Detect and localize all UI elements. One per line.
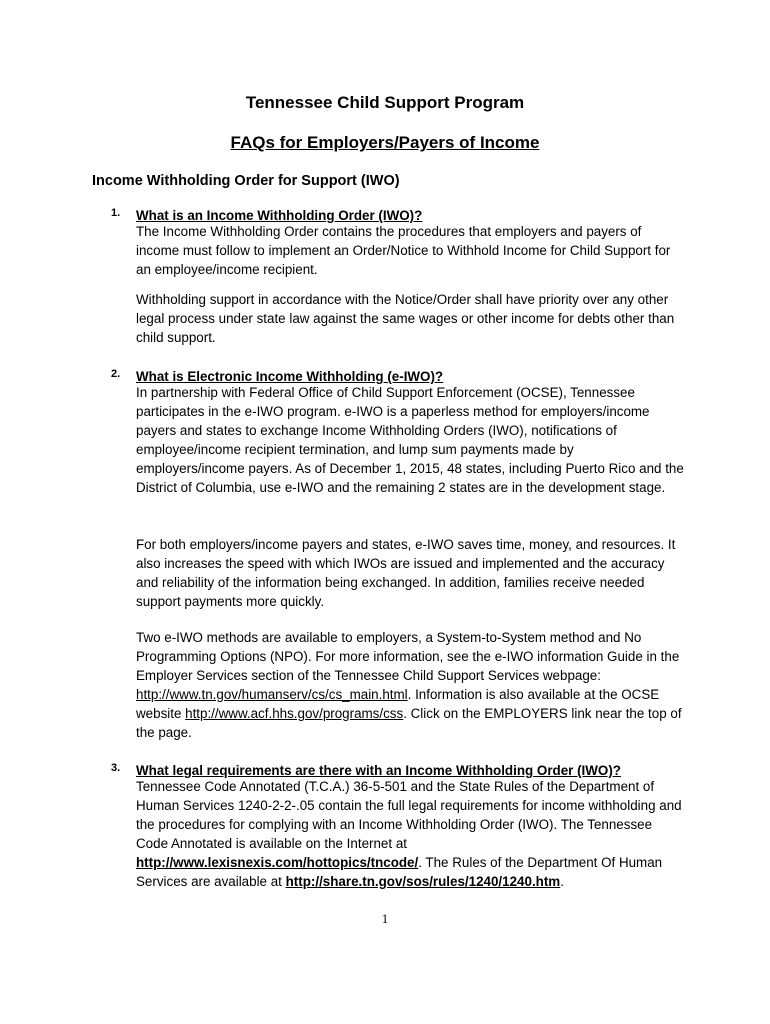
faq-number: 1. [111,207,121,219]
faq-answer-paragraph: The Income Withholding Order contains the procedures that employers and payers of income must follow to implement an Order/Notice to Withhold Income for Child Support for an employee/income recipient. [136,224,671,277]
document-title: Tennessee Child Support Program [245,93,525,112]
ocse-website-link[interactable]: http://www.acf.hhs.gov/programs/css [185,705,404,721]
tn-child-support-link[interactable]: http://www.tn.gov/humanserv/cs/cs_main.html [136,686,408,702]
faq-question: What is an Income Withholding Order (IWO)? [136,208,423,223]
page-number: 1 [381,911,389,926]
faq-answer-paragraph [136,629,684,742]
faq-number: 3. [111,762,121,774]
faq-text: . [560,873,564,889]
faq-answer-paragraph: Withholding support in accordance with the Notice/Order shall have priority over any other legal process under state law against the same wages or other income for debts other than child support. [136,292,675,345]
faq-text: . Information is also available at the OCSE website [136,686,660,721]
faq-text: . The Rules of the Department Of Human Services are available at [136,854,663,889]
faq-question: What legal requirements are there with an Income Withholding Order (IWO)? [136,763,621,778]
dhs-rules-link[interactable]: http://share.tn.gov/sos/rules/1240/1240.htm [285,873,561,889]
faq-answer-paragraph: For both employers/income payers and states, e-IWO saves time, money, and resources. It also increases the speed with which IWOs are issued and implemented and the accuracy and reliability of the information being exchanged. In addition, families receive needed support payments more quickly. [136,537,676,609]
document-subtitle: FAQs for Employers/Payers of Income [230,133,540,152]
faq-text: Two e-IWO methods are available to employers, a System-to-System method and No Programming Options (NPO). For more information, see the e-IWO information Guide in the Employer Services section of the Tennessee Child Support Services webpage: [136,630,680,683]
faq-answer-paragraph: In partnership with Federal Office of Child Support Enforcement (OCSE), Tennessee participates in the e-IWO program. e-IWO is a paperless method for employers/income payers and states to exchange Income Withholding Orders (IWO), notifications of employee/income recipient termination, and lump sum payments made by employers/income payers. As of December 1, 2015, 48 states, including Puerto Rico and the District of Columbia, use e-IWO and the remaining 2 states are in the development stage. [136,385,684,495]
faq-question: What is Electronic Income Withholding (e-IWO)? [136,369,444,384]
lexisnexis-link[interactable]: http://www.lexisnexis.com/hottopics/tncode/ [136,854,419,870]
faq-text: . Click on the EMPLOYERS link near the top of the page. [136,705,682,740]
faq-number: 2. [111,368,121,380]
section-heading: Income Withholding Order for Support (IWO) [92,173,400,189]
faq-text: Tennessee Code Annotated (T.C.A.) 36-5-501 and the State Rules of the Department of Human Services 1240-2-2-.05 contain the full legal requirements for income withholding and the procedures for complying with an Income Withholding Order (IWO). The Tennessee Code Annotated is available on the Internet at [136,779,682,851]
faq-answer-paragraph [136,778,684,891]
